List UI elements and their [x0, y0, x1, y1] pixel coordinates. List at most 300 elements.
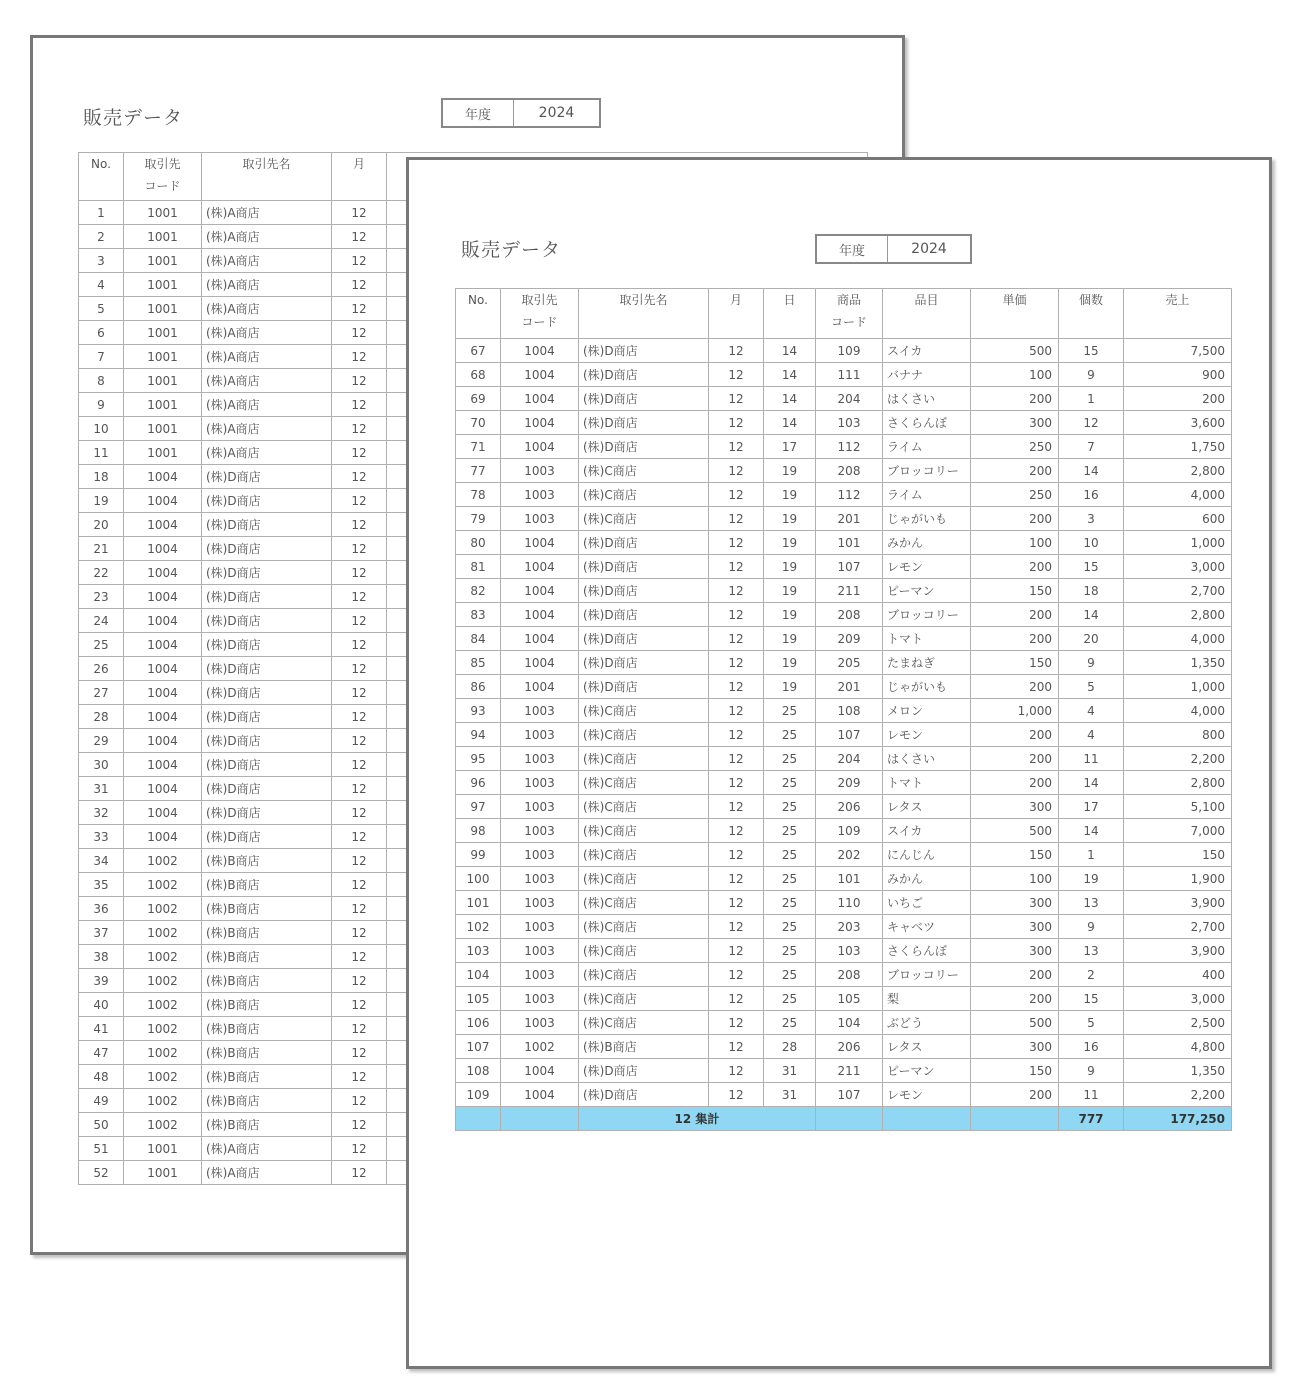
table-cell: 103 — [456, 939, 501, 963]
table-cell: 12 — [332, 345, 387, 369]
table-cell: 1004 — [501, 579, 579, 603]
table-cell: 4,000 — [1124, 483, 1232, 507]
table-cell: (株)C商店 — [579, 867, 709, 891]
table-cell: 25 — [764, 771, 816, 795]
table-cell: 96 — [456, 771, 501, 795]
table-cell: 100 — [971, 363, 1059, 387]
table-cell: 200 — [971, 387, 1059, 411]
table-cell: 12 — [332, 873, 387, 897]
table-cell: 1003 — [501, 795, 579, 819]
table-cell: 12 — [709, 339, 764, 363]
table-row — [456, 771, 1232, 795]
table-cell: 1001 — [124, 1161, 202, 1185]
column-header: 取引先 コード — [124, 153, 202, 201]
table-cell: (株)D商店 — [202, 633, 332, 657]
table-cell: 1 — [1059, 843, 1124, 867]
column-header: 品目 — [883, 289, 971, 339]
table-cell: 3 — [1059, 507, 1124, 531]
table-cell: 108 — [816, 699, 883, 723]
table-cell: 13 — [1059, 939, 1124, 963]
table-cell: 7 — [79, 345, 124, 369]
table-cell: 108 — [456, 1059, 501, 1083]
table-cell: 103 — [816, 939, 883, 963]
table-cell: 51 — [79, 1137, 124, 1161]
table-cell: 1003 — [501, 891, 579, 915]
table-cell: 200 — [971, 771, 1059, 795]
table-cell: 12 — [332, 1065, 387, 1089]
table-cell: ピーマン — [883, 579, 971, 603]
table-cell: 12 — [709, 627, 764, 651]
page-title: 販売データ — [461, 239, 562, 261]
table-row — [456, 555, 1232, 579]
table-cell: 400 — [1124, 963, 1232, 987]
table-cell: 1001 — [124, 393, 202, 417]
table-cell: 12 — [332, 585, 387, 609]
table-cell: 25 — [764, 939, 816, 963]
table-cell: (株)A商店 — [202, 417, 332, 441]
table-cell: 83 — [456, 603, 501, 627]
table-cell: 25 — [764, 843, 816, 867]
table-cell: 1004 — [501, 1083, 579, 1107]
table-cell: 250 — [971, 483, 1059, 507]
table-row — [456, 1011, 1232, 1035]
table-cell: 204 — [816, 387, 883, 411]
column-header: 取引先 コード — [501, 289, 579, 339]
table-cell: 200 — [971, 675, 1059, 699]
table-cell: トマト — [883, 771, 971, 795]
table-cell: 1004 — [124, 801, 202, 825]
table-cell: 2,700 — [1124, 915, 1232, 939]
column-header: No. — [79, 153, 124, 201]
table-cell: 12 — [332, 393, 387, 417]
table-row — [456, 603, 1232, 627]
table-cell: 18 — [1059, 579, 1124, 603]
table-cell: (株)D商店 — [202, 561, 332, 585]
table-cell: 12 — [709, 987, 764, 1011]
table-cell: (株)D商店 — [202, 705, 332, 729]
table-cell: 70 — [456, 411, 501, 435]
table-cell — [501, 1107, 579, 1131]
table-cell: 200 — [1124, 387, 1232, 411]
table-cell: (株)D商店 — [202, 801, 332, 825]
table-cell: (株)C商店 — [579, 459, 709, 483]
table-row — [456, 459, 1232, 483]
table-cell: (株)D商店 — [202, 609, 332, 633]
table-row — [456, 483, 1232, 507]
table-row — [456, 507, 1232, 531]
table-cell: 150 — [971, 651, 1059, 675]
table-cell: 20 — [79, 513, 124, 537]
table-cell: 10 — [79, 417, 124, 441]
table-cell: 12 — [332, 201, 387, 225]
table-cell: 19 — [764, 627, 816, 651]
table-cell: 500 — [971, 1011, 1059, 1035]
table-cell: 12 — [709, 795, 764, 819]
table-cell: 18 — [79, 465, 124, 489]
table-cell: 25 — [764, 867, 816, 891]
table-cell: 12 — [332, 273, 387, 297]
table-cell: 1004 — [501, 555, 579, 579]
table-cell: 47 — [79, 1041, 124, 1065]
table-cell: 1004 — [501, 1059, 579, 1083]
table-cell: 2,800 — [1124, 603, 1232, 627]
table-cell: 12 — [332, 729, 387, 753]
table-cell: 1,350 — [1124, 1059, 1232, 1083]
table-cell: 4 — [79, 273, 124, 297]
table-cell: 1003 — [501, 1011, 579, 1035]
table-cell: 200 — [971, 1083, 1059, 1107]
table-cell: 12 — [709, 483, 764, 507]
column-header: 売上 — [1124, 289, 1232, 339]
table-cell: 1,750 — [1124, 435, 1232, 459]
table-cell: 67 — [456, 339, 501, 363]
table-cell: 107 — [816, 1083, 883, 1107]
table-cell: 211 — [816, 579, 883, 603]
table-cell: (株)C商店 — [579, 843, 709, 867]
table-cell: 202 — [816, 843, 883, 867]
table-cell: 25 — [764, 963, 816, 987]
table-cell: 200 — [971, 627, 1059, 651]
table-cell: 9 — [1059, 651, 1124, 675]
table-cell: ブロッコリー — [883, 963, 971, 987]
table-cell: いちご — [883, 891, 971, 915]
table-cell: 1001 — [124, 297, 202, 321]
table-cell: 12 — [709, 939, 764, 963]
table-cell: 12 — [709, 651, 764, 675]
table-cell: 40 — [79, 993, 124, 1017]
table-cell: 200 — [971, 555, 1059, 579]
table-cell: バナナ — [883, 363, 971, 387]
table-cell: (株)D商店 — [202, 585, 332, 609]
table-cell: 500 — [971, 339, 1059, 363]
sales-table — [455, 288, 1232, 1131]
table-cell: (株)C商店 — [579, 483, 709, 507]
table-cell: 12 — [709, 747, 764, 771]
table-cell: 203 — [816, 915, 883, 939]
table-cell: 25 — [764, 699, 816, 723]
table-cell: 12 — [332, 849, 387, 873]
table-cell: 12 — [709, 555, 764, 579]
table-cell: 200 — [971, 987, 1059, 1011]
table-cell: 1004 — [501, 675, 579, 699]
table-cell: 109 — [816, 819, 883, 843]
table-cell: レモン — [883, 1083, 971, 1107]
table-row — [456, 651, 1232, 675]
table-cell: 12 — [332, 1137, 387, 1161]
table-cell: 1004 — [124, 705, 202, 729]
table-cell: (株)B商店 — [202, 1041, 332, 1065]
table-row — [456, 363, 1232, 387]
table-cell: 150 — [971, 579, 1059, 603]
table-cell: 12 — [332, 297, 387, 321]
table-cell: 106 — [456, 1011, 501, 1035]
table-cell: 1003 — [501, 747, 579, 771]
table-cell: 8 — [79, 369, 124, 393]
table-cell: 1,000 — [1124, 675, 1232, 699]
table-cell: 150 — [971, 843, 1059, 867]
table-cell: (株)C商店 — [579, 1011, 709, 1035]
table-cell: 1002 — [124, 849, 202, 873]
table-cell: ぶどう — [883, 1011, 971, 1035]
table-cell: 1003 — [501, 963, 579, 987]
table-cell: 19 — [1059, 867, 1124, 891]
table-cell: 1003 — [501, 699, 579, 723]
table-cell: 1003 — [501, 459, 579, 483]
table-cell: 100 — [456, 867, 501, 891]
table-cell: 23 — [79, 585, 124, 609]
table-cell: 211 — [816, 1059, 883, 1083]
table-cell: (株)D商店 — [579, 675, 709, 699]
table-cell: 33 — [79, 825, 124, 849]
table-row — [456, 339, 1232, 363]
table-cell: (株)C商店 — [579, 771, 709, 795]
table-cell: 2,800 — [1124, 771, 1232, 795]
table-cell: (株)D商店 — [579, 651, 709, 675]
table-cell: 12 — [1059, 411, 1124, 435]
table-cell: 85 — [456, 651, 501, 675]
table-cell: スイカ — [883, 819, 971, 843]
table-cell: 69 — [456, 387, 501, 411]
table-cell: (株)B商店 — [202, 897, 332, 921]
table-cell: 1004 — [501, 435, 579, 459]
table-cell: (株)B商店 — [579, 1035, 709, 1059]
table-cell: (株)A商店 — [202, 225, 332, 249]
table-cell: 12 — [709, 531, 764, 555]
table-cell: 1004 — [501, 363, 579, 387]
table-cell: 12 — [709, 819, 764, 843]
table-cell: (株)D商店 — [579, 339, 709, 363]
table-cell: 1002 — [124, 897, 202, 921]
table-cell: 206 — [816, 795, 883, 819]
table-cell: 25 — [764, 747, 816, 771]
table-cell: 107 — [816, 723, 883, 747]
table-cell: 300 — [971, 411, 1059, 435]
table-cell: (株)B商店 — [202, 1065, 332, 1089]
table-cell: 101 — [816, 531, 883, 555]
table-cell: 19 — [764, 555, 816, 579]
table-cell: (株)C商店 — [579, 963, 709, 987]
table-cell: (株)C商店 — [579, 939, 709, 963]
table-cell: 1001 — [124, 201, 202, 225]
table-cell: 13 — [1059, 891, 1124, 915]
year-box — [815, 234, 972, 264]
table-cell: 39 — [79, 969, 124, 993]
table-cell: 7,500 — [1124, 339, 1232, 363]
table-cell: 800 — [1124, 723, 1232, 747]
table-cell: レモン — [883, 555, 971, 579]
table-cell: ブロッコリー — [883, 459, 971, 483]
table-cell: 201 — [816, 507, 883, 531]
table-cell: (株)A商店 — [202, 249, 332, 273]
table-cell: (株)C商店 — [579, 915, 709, 939]
table-cell: 200 — [971, 747, 1059, 771]
table-cell: 205 — [816, 651, 883, 675]
table-cell: 12 — [709, 363, 764, 387]
table-cell: 17 — [1059, 795, 1124, 819]
table-cell: ライム — [883, 435, 971, 459]
table-cell: 12 — [332, 921, 387, 945]
table-cell: 32 — [79, 801, 124, 825]
table-cell: 200 — [971, 723, 1059, 747]
table-cell: 19 — [764, 675, 816, 699]
column-header: 商品 コード — [816, 289, 883, 339]
table-cell: 81 — [456, 555, 501, 579]
table-cell: 5 — [79, 297, 124, 321]
table-cell: 101 — [456, 891, 501, 915]
total-qty: 777 — [1059, 1107, 1124, 1131]
table-cell: 4 — [1059, 723, 1124, 747]
table-cell: (株)D商店 — [579, 531, 709, 555]
table-cell: 1004 — [124, 537, 202, 561]
table-cell: 29 — [79, 729, 124, 753]
table-cell: 7 — [1059, 435, 1124, 459]
table-cell: (株)A商店 — [202, 297, 332, 321]
table-cell: (株)B商店 — [202, 849, 332, 873]
table-cell: 1002 — [501, 1035, 579, 1059]
table-cell: 1004 — [124, 657, 202, 681]
table-cell: 3 — [79, 249, 124, 273]
table-cell: 98 — [456, 819, 501, 843]
table-cell: (株)C商店 — [579, 795, 709, 819]
table-cell: 12 — [332, 993, 387, 1017]
table-cell: キャベツ — [883, 915, 971, 939]
table-cell: 38 — [79, 945, 124, 969]
table-row — [456, 411, 1232, 435]
table-cell: 9 — [79, 393, 124, 417]
table-cell: 112 — [816, 483, 883, 507]
table-row — [456, 891, 1232, 915]
table-cell: 37 — [79, 921, 124, 945]
table-cell: 1002 — [124, 873, 202, 897]
table-cell: 1004 — [124, 465, 202, 489]
table-row — [456, 627, 1232, 651]
table-cell: 48 — [79, 1065, 124, 1089]
table-cell: 1 — [79, 201, 124, 225]
table-cell: (株)C商店 — [579, 987, 709, 1011]
table-cell: 1004 — [124, 561, 202, 585]
table-cell: (株)A商店 — [202, 441, 332, 465]
table-cell: (株)C商店 — [579, 507, 709, 531]
table-cell: 15 — [1059, 555, 1124, 579]
column-header: 単価 — [971, 289, 1059, 339]
table-cell: 300 — [971, 915, 1059, 939]
table-cell: 79 — [456, 507, 501, 531]
table-cell: 31 — [79, 777, 124, 801]
table-cell: 1002 — [124, 945, 202, 969]
table-cell: 1003 — [501, 867, 579, 891]
table-cell: (株)C商店 — [579, 699, 709, 723]
table-cell: 10 — [1059, 531, 1124, 555]
table-row — [456, 531, 1232, 555]
table-cell: 12 — [709, 1059, 764, 1083]
year-label: 年度 — [817, 236, 888, 262]
table-cell: 15 — [1059, 987, 1124, 1011]
table-cell: 11 — [1059, 1083, 1124, 1107]
table-cell: 12 — [332, 825, 387, 849]
sheet-page-front — [406, 157, 1272, 1369]
table-cell: 12 — [332, 657, 387, 681]
table-cell: 12 — [332, 1041, 387, 1065]
table-row — [456, 1059, 1232, 1083]
table-cell: (株)A商店 — [202, 369, 332, 393]
table-cell: 5 — [1059, 1011, 1124, 1035]
table-cell: 12 — [332, 417, 387, 441]
table-cell: 19 — [764, 507, 816, 531]
table-cell: (株)B商店 — [202, 969, 332, 993]
table-cell: 12 — [332, 945, 387, 969]
table-cell: 1,000 — [971, 699, 1059, 723]
table-cell: 12 — [332, 1161, 387, 1185]
table-cell: (株)D商店 — [579, 411, 709, 435]
table-cell: さくらんぼ — [883, 939, 971, 963]
table-cell: (株)D商店 — [202, 777, 332, 801]
table-cell: (株)D商店 — [579, 627, 709, 651]
table-cell: 2,200 — [1124, 1083, 1232, 1107]
table-cell: 1001 — [124, 345, 202, 369]
table-row — [456, 747, 1232, 771]
year-label: 年度 — [443, 100, 514, 126]
table-cell: 300 — [971, 795, 1059, 819]
table-cell: 12 — [332, 561, 387, 585]
table-cell: 12 — [709, 675, 764, 699]
table-cell: (株)D商店 — [202, 513, 332, 537]
table-cell: 12 — [709, 963, 764, 987]
table-cell: 1,900 — [1124, 867, 1232, 891]
table-cell: 14 — [764, 339, 816, 363]
table-cell: 1002 — [124, 1065, 202, 1089]
table-cell: 208 — [816, 963, 883, 987]
table-cell: 99 — [456, 843, 501, 867]
table-cell: 94 — [456, 723, 501, 747]
table-cell: 1004 — [124, 585, 202, 609]
table-row — [456, 939, 1232, 963]
table-row — [456, 1035, 1232, 1059]
table-cell: 1001 — [124, 273, 202, 297]
table-cell: 95 — [456, 747, 501, 771]
table-cell: (株)D商店 — [579, 555, 709, 579]
table-row — [456, 579, 1232, 603]
table-cell: 9 — [1059, 915, 1124, 939]
table-cell: 12 — [709, 579, 764, 603]
table-cell: 16 — [1059, 483, 1124, 507]
table-cell: 300 — [971, 891, 1059, 915]
table-cell: (株)B商店 — [202, 993, 332, 1017]
table-cell: 36 — [79, 897, 124, 921]
table-row — [456, 699, 1232, 723]
table-row — [456, 795, 1232, 819]
table-cell: 25 — [764, 795, 816, 819]
table-cell: 104 — [456, 963, 501, 987]
table-cell: 101 — [816, 867, 883, 891]
table-cell: 50 — [79, 1113, 124, 1137]
table-cell: 1003 — [501, 483, 579, 507]
table-cell: 12 — [709, 771, 764, 795]
table-cell: (株)C商店 — [579, 723, 709, 747]
table-cell: (株)D商店 — [202, 825, 332, 849]
table-cell: 80 — [456, 531, 501, 555]
table-row — [456, 987, 1232, 1011]
table-cell: (株)B商店 — [202, 1017, 332, 1041]
table-cell: 1003 — [501, 987, 579, 1011]
table-cell: 31 — [764, 1083, 816, 1107]
table-row — [456, 435, 1232, 459]
table-cell: 11 — [79, 441, 124, 465]
table-cell: (株)B商店 — [202, 873, 332, 897]
table-cell: 11 — [1059, 747, 1124, 771]
table-cell: 82 — [456, 579, 501, 603]
table-cell: 103 — [816, 411, 883, 435]
table-cell: トマト — [883, 627, 971, 651]
